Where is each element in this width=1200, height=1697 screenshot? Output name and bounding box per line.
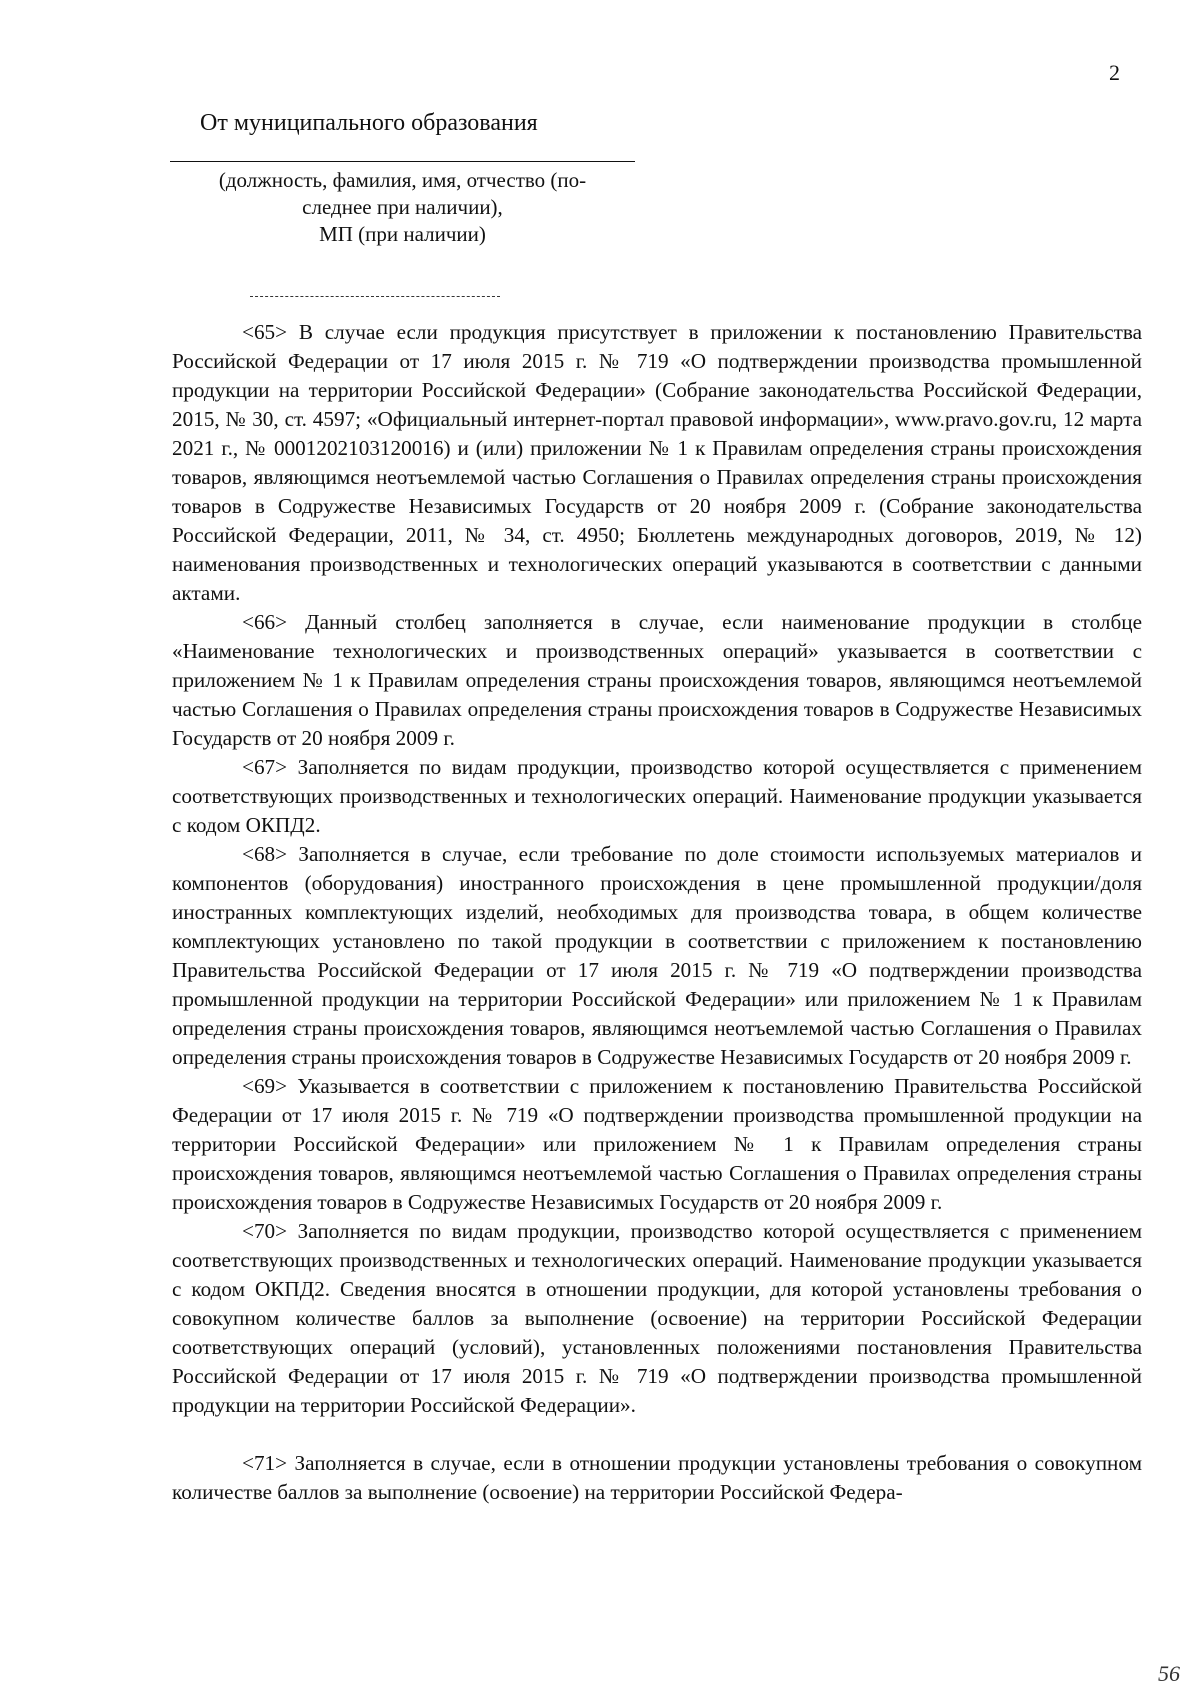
footnote-66: <66> Данный столбец заполняется в случае, если наименование продукции в столбце «Наименование технологических и производственных операций» указывается в соответствии с приложением № 1 к Правилам определения страны происхождения товаров, являющимся неотъемлемой частью Соглашения о Правилах определения страны происхождения товаров в Содружестве Независимых Государств от 20 ноября 2009 г. (172, 610, 1142, 750)
footnote-71: <71> Заполняется в случае, если в отношении продукции установлены требования о совокупном количестве баллов за выполнение (освоение) на территории Российской Федера- (172, 1451, 1142, 1504)
footnote-67: <67> Заполняется по видам продукции, производство которой осуществляется с применением соответствующих производственных и технологических операций. Наименование продукции указывается с кодом ОКПД2. (172, 755, 1142, 837)
footnote-70: <70> Заполняется по видам продукции, производство которой осуществляется с применением соответствующих производственных и технологических операций. Наименование продукции указывается с кодом ОКПД2. Сведения вносятся в отношении продукции, для которой установлены требования о совокупном количестве баллов за выполнение (освоение) на территории Российской Федерации соответствующих операций (условий), установленных положениями постановления Правительства Российской Федерации от 17 июля 2015 г. № 719 «О подтверждении производства промышленной продукции на территории Российской Федерации». (172, 1219, 1142, 1417)
footnote-68: <68> Заполняется в случае, если требование по доле стоимости используемых материалов и компонентов (оборудования) иностранного происхождения в цене промышленной продукции/доля иностранных комплектующих изделий, необходимых для производства товара, в общем количестве комплектующих установлено по такой продукции в соответствии с приложением к постановлению Правительства Российской Федерации от 17 июля 2015 г. № 719 «О подтверждении производства промышленной продукции на территории Российской Федерации» или приложением № 1 к Правилам определения страны происхождения товаров, являющимся неотъемлемой частью Соглашения о Правилах определения страны происхождения товаров в Содружестве Независимых Государств от 20 ноября 2009 г. (172, 842, 1142, 1069)
page-number: 2 (1109, 60, 1120, 85)
corner-mark: 56 (1158, 1661, 1180, 1686)
signature-line (170, 161, 635, 162)
signature-caption-text: (должность, фамилия, имя, отчество (по- следнее при наличии), МП (при наличии) (218, 168, 587, 246)
footnote-65: <65> В случае если продукция присутствует в приложении к постановлению Правительства Российской Федерации от 17 июля 2015 г. № 719 «О подтверждении производства промышленной продукции на территории Российской Федерации» (Собрание законодательства Российской Федерации, 2015, № 30, ст. 4597; «Официальный интернет-портал правовой информации», www.pravo.gov.ru, 12 марта 2021 г., № 0001202103120016) и (или) приложении № 1 к Правилам определения страны происхождения товаров, являющимся неотъемлемой частью Соглашения о Правилах определения страны происхождения товаров в Содружестве Независимых Государств от 20 ноября 2009 г. (Собрание законодательства Российской Федерации, 2011, № 34, ст. 4950; Бюллетень международных договоров, 2019, № 12) наименования производственных и технологических операций указываются в соответствии с данными актами. (172, 320, 1142, 605)
signature-caption (170, 167, 635, 248)
footnote-separator (250, 296, 500, 297)
signature-block (170, 110, 650, 248)
footnotes (172, 318, 1142, 1507)
footnote-69: <69> Указывается в соответствии с приложением к постановлению Правительства Российской Федерации от 17 июля 2015 г. № 719 «О подтверждении производства промышленной продукции на территории Российской Федерации» или приложением № 1 к Правилам определения страны происхождения товаров, являющимся неотъемлемой частью Соглашения о Правилах определения страны происхождения товаров в Содружестве Независимых Государств от 20 ноября 2009 г. (172, 1074, 1142, 1214)
signature-org-line: От муниципального образования (200, 110, 538, 136)
